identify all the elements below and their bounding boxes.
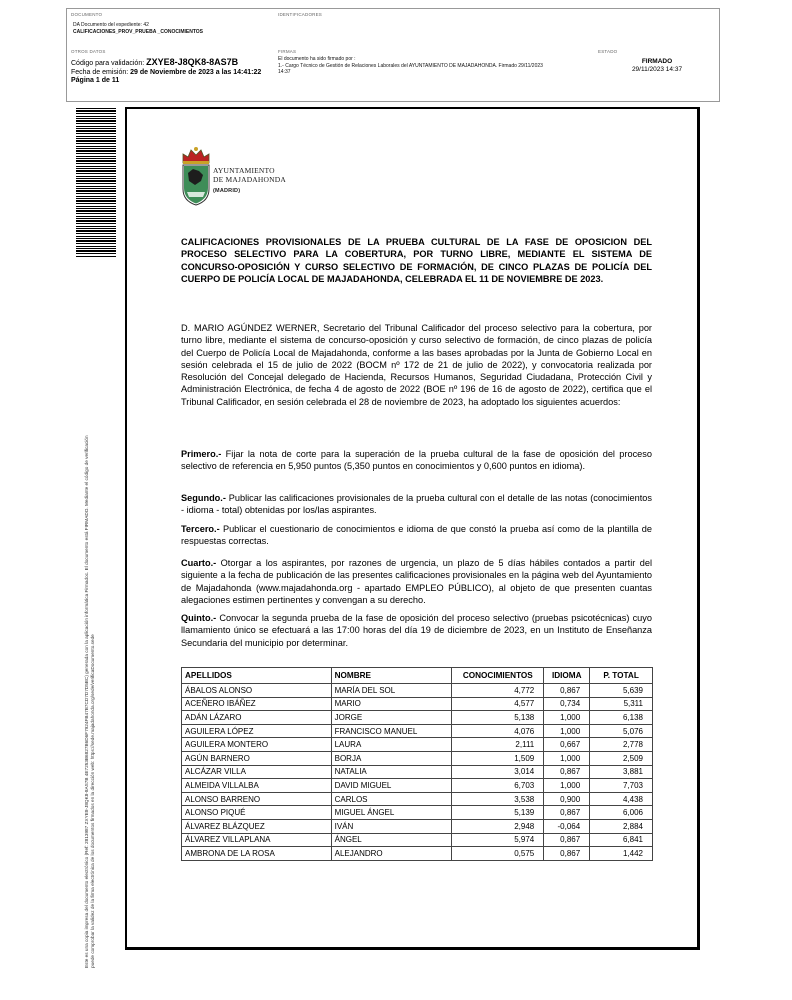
cell-nombre: DAVID MIGUEL	[331, 779, 452, 793]
cell-conocimientos: 3,014	[452, 765, 544, 779]
cell-apellidos: ALMEIDA VILLALBA	[182, 779, 332, 793]
acuerdo-tercero: Tercero.- Publicar el cuestionario de conocimientos e idioma de que constó la prueba así como de la plantilla de respuestas correctas.	[181, 524, 652, 547]
cell-conocimientos: 2,111	[452, 738, 544, 752]
cell-nombre: BORJA	[331, 751, 452, 765]
cell-conocimientos: 4,076	[452, 724, 544, 738]
table-row	[182, 724, 653, 738]
otros-datos-cell	[67, 45, 274, 102]
cell-idioma: 0,667	[544, 738, 590, 752]
cell-total: 4,438	[590, 792, 653, 806]
table-header-row	[182, 668, 653, 684]
cell-total: 7,703	[590, 779, 653, 793]
table-row	[182, 819, 653, 833]
cell-total: 6,006	[590, 806, 653, 820]
firmas-line-1: El documento ha sido firmado por :	[278, 56, 356, 62]
estado-date: 29/11/2023 14:37	[631, 66, 683, 73]
table-row	[182, 833, 653, 847]
cell-conocimientos: 5,974	[452, 833, 544, 847]
column-header-nombre: NOMBRE	[331, 668, 452, 684]
table-row	[182, 765, 653, 779]
column-header-idioma: IDIOMA	[544, 668, 590, 684]
barcode-image	[76, 108, 116, 258]
cell-conocimientos: 1,509	[452, 751, 544, 765]
cell-idioma: 0,867	[544, 806, 590, 820]
cell-conocimientos: 5,139	[452, 806, 544, 820]
cell-total: 2,884	[590, 819, 653, 833]
intro-paragraph: D. MARIO AGÚNDEZ WERNER, Secretario del Tribunal Calificador del proceso selectivo para la cobertura, por turno libre, mediante el sistema de concurso-oposición y curso selectivo de formación, de cinco plazas de policía del Cuerpo de Policía Local de Majadahonda, conforme a las bases aprobadas por la Junta de Gobierno Local en sesión celebrada el 15 de julio de 2022 (BOCM nº 172 de 21 de julio de 2022), y convocatoria realizada por Resolución del Concejal delegado de Hacienda, Recursos Humanos, Seguridad Ciudadana, Protección Civil y Administración Electrónica, de fecha 4 de agosto de 2022 (BOE nº 196 de 16 de agosto de 2022), certifica que el Tribunal Calificador, en sesión celebrada el 28 de noviembre de 2023, ha adoptado los siguientes acuerdos:	[181, 323, 652, 407]
validation-code: Código para validación: ZXYE8-J8QK8-8AS7B	[71, 57, 239, 67]
issue-date: Fecha de emisión: 29 de Noviembre de 2023 a las 14:41:22	[71, 68, 262, 76]
firmas-line-3: 14:37	[278, 69, 291, 75]
firmas-label: FIRMAS	[278, 49, 297, 54]
table-row	[182, 711, 653, 725]
acuerdo-segundo: Segundo.- Publicar las calificaciones provisionales de la prueba cultural con el detalle de las notas (conocimientos - idioma - total) obtenidas por los/las aspirantes.	[181, 493, 652, 516]
verification-text-line-1: Este es una copia impresa del documento electrónico (Ref: 2813987 ZXYE8-J8QK8-8AS7B 4E7253B6827B6D6F7924FB47B7CD7D7D5BC) generada con la aplicación informática Firmadoc. El documento está FIRMADO. Mediante el código de verificación	[84, 435, 89, 968]
cell-apellidos: AGÚN BARNERO	[182, 751, 332, 765]
cell-idioma: 1,000	[544, 751, 590, 765]
table-row	[182, 738, 653, 752]
cell-nombre: CARLOS	[331, 792, 452, 806]
cell-nombre: NATALIA	[331, 765, 452, 779]
cell-nombre: ÁNGEL	[331, 833, 452, 847]
cell-idioma: 0,734	[544, 697, 590, 711]
table-row	[182, 751, 653, 765]
column-header-apellidos: APELLIDOS	[182, 668, 332, 684]
cell-conocimientos: 4,577	[452, 697, 544, 711]
cell-conocimientos: 6,703	[452, 779, 544, 793]
table-body	[182, 684, 653, 861]
cell-idioma: 0,867	[544, 684, 590, 698]
column-header-conocimientos: CONOCIMIENTOS	[452, 668, 544, 684]
cell-nombre: ALEJANDRO	[331, 847, 452, 861]
document-metadata-header	[66, 8, 720, 102]
majadahonda-coat-of-arms-icon	[179, 145, 213, 207]
cell-idioma: 1,000	[544, 779, 590, 793]
cell-idioma: 1,000	[544, 711, 590, 725]
acuerdo-quinto: Quinto.- Convocar la segunda prueba de la fase de oposición del proceso selectivo (pruebas psicotécnicas) cuyo llamamiento único se efectuará a las 17:00 horas del día 19 de diciembre de 2023, en un Instituto de Enseñanza Secundaria del municipio por determinar.	[181, 613, 652, 648]
cell-idioma: 0,867	[544, 765, 590, 779]
column-header-total: P. TOTAL	[590, 668, 653, 684]
cell-apellidos: ACEÑERO IBÁÑEZ	[182, 697, 332, 711]
estado-label: ESTADO	[598, 49, 618, 54]
cell-idioma: 1,000	[544, 724, 590, 738]
table-row	[182, 697, 653, 711]
estado-value: FIRMADO	[641, 58, 673, 65]
cell-apellidos: ALONSO BARRENO	[182, 792, 332, 806]
cell-apellidos: AGUILERA LÓPEZ	[182, 724, 332, 738]
cell-total: 1,442	[590, 847, 653, 861]
cell-idioma: 0,867	[544, 847, 590, 861]
cell-total: 6,841	[590, 833, 653, 847]
table-row	[182, 684, 653, 698]
cell-apellidos: ADÁN LÁZARO	[182, 711, 332, 725]
cell-nombre: LAURA	[331, 738, 452, 752]
documento-cell	[67, 9, 274, 45]
cell-apellidos: AGUILERA MONTERO	[182, 738, 332, 752]
cell-nombre: IVÁN	[331, 819, 452, 833]
table-row	[182, 779, 653, 793]
identificadores-cell	[274, 9, 720, 45]
cell-total: 2,509	[590, 751, 653, 765]
cell-total: 5,311	[590, 697, 653, 711]
cell-idioma: 0,867	[544, 833, 590, 847]
identificadores-label: IDENTIFICADORES	[278, 12, 323, 17]
otros-datos-label: OTROS DATOS	[71, 49, 106, 54]
cell-conocimientos: 0,575	[452, 847, 544, 861]
cell-total: 3,881	[590, 765, 653, 779]
table-row	[182, 792, 653, 806]
cell-apellidos: ALONSO PIQUÉ	[182, 806, 332, 820]
cell-total: 5,639	[590, 684, 653, 698]
scores-table	[181, 667, 653, 861]
firmas-line-2: 1.- Cargo Técnico de Gestión de Relaciones Laborales del AYUNTAMIENTO DE MAJADAHONDA. Firmado 29/11/2023	[278, 62, 543, 69]
cell-nombre: FRANCISCO MANUEL	[331, 724, 452, 738]
document-title: CALIFICACIONES PROVISIONALES DE LA PRUEBA CULTURAL DE LA FASE DE OPOSICION DEL PROCESO SELECTIVO PARA LA COBERTURA, POR TURNO LIBRE, MEDIANTE EL SISTEMA DE CONCURSO-OPOSICIÓN Y CURSO SELECTIVO DE FORMACIÓN, DE CINCO PLAZAS DE POLICÍA DEL CUERPO DE POLICÍA LOCAL DE MAJADAHONDA, CELEBRADA EL 11 DE NOVIEMBRE DE 2023.	[181, 237, 652, 284]
page-number: Página 1 de 11	[71, 77, 120, 84]
cell-apellidos: AMBRONA DE LA ROSA	[182, 847, 332, 861]
firmas-cell	[274, 45, 594, 102]
cell-nombre: MARÍA DEL SOL	[331, 684, 452, 698]
estado-cell	[594, 45, 720, 102]
acuerdo-cuarto: Cuarto.- Otorgar a los aspirantes, por razones de urgencia, un plazo de 5 días hábiles contados a partir del siguiente a la fecha de publicación de las presentes calificaciones provisionales en la página web del Ayuntamiento de Majadahonda (www.majadahonda.org - apartado EMPLEO PÚBLICO), al objeto de que presenten cuantas alegaciones estimen pertinentes y convengan a su derecho.	[181, 558, 652, 605]
cell-apellidos: ALCÁZAR VILLA	[182, 765, 332, 779]
cell-conocimientos: 3,538	[452, 792, 544, 806]
cell-apellidos: ÁLVAREZ VILLAPLANA	[182, 833, 332, 847]
cell-nombre: MARIO	[331, 697, 452, 711]
cell-total: 5,076	[590, 724, 653, 738]
cell-total: 2,778	[590, 738, 653, 752]
cell-apellidos: ÁBALOS ALONSO	[182, 684, 332, 698]
cell-conocimientos: 5,138	[452, 711, 544, 725]
verification-text-line-2: puede comprobar la validez de la firma electrónica de los documentos firmados en la dirección web: https://sede.majadahonda.org/sede/verificaDocumento.sede	[90, 634, 95, 968]
documento-label: DOCUMENTO	[71, 12, 103, 17]
cell-conocimientos: 4,772	[452, 684, 544, 698]
cell-total: 6,138	[590, 711, 653, 725]
acuerdo-primero: Primero.- Fijar la nota de corte para la superación de la prueba cultural de la fase de oposición del proceso selectivo de referencia en 5,950 puntos (5,350 puntos en conocimientos y 0,600 puntos en idioma).	[181, 449, 652, 472]
table-row	[182, 806, 653, 820]
cell-apellidos: ÁLVAREZ BLÁZQUEZ	[182, 819, 332, 833]
table-row	[182, 847, 653, 861]
cell-nombre: JORGE	[331, 711, 452, 725]
municipality-name: AYUNTAMIENTO DE MAJADAHONDA (MADRID)	[213, 166, 287, 194]
documento-value: DA Documento del expediente: 42 CALIFICACIONES_PROV_PRUEBA _CONOCIMIENTOS	[73, 22, 204, 35]
cell-idioma: 0,900	[544, 792, 590, 806]
cell-idioma: -0,064	[544, 819, 590, 833]
cell-nombre: MIGUEL ÁNGEL	[331, 806, 452, 820]
cell-conocimientos: 2,948	[452, 819, 544, 833]
